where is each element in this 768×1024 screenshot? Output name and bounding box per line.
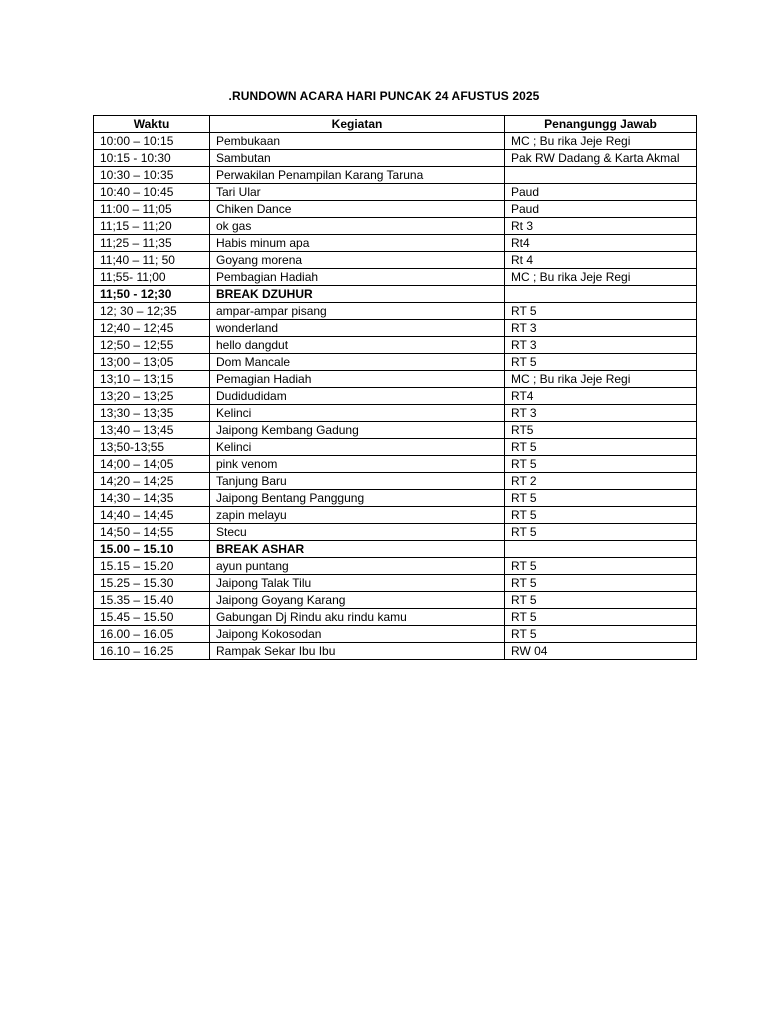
cell-time: 13;30 – 13;35	[94, 405, 210, 422]
table-row	[94, 592, 697, 609]
cell-time: 10:00 – 10:15	[94, 133, 210, 150]
header-row	[94, 116, 697, 133]
cell-activity: Jaipong Kokosodan	[210, 626, 505, 643]
table-row	[94, 218, 697, 235]
cell-time: 14;40 – 14;45	[94, 507, 210, 524]
cell-pic: RT 3	[505, 337, 697, 354]
table-row	[94, 167, 697, 184]
cell-time: 14;30 – 14;35	[94, 490, 210, 507]
cell-time: 13;10 – 13;15	[94, 371, 210, 388]
cell-pic: RW 04	[505, 643, 697, 660]
cell-activity: ayun puntang	[210, 558, 505, 575]
cell-pic: RT4	[505, 388, 697, 405]
table-row	[94, 575, 697, 592]
cell-activity: Habis minum apa	[210, 235, 505, 252]
cell-activity: Kelinci	[210, 405, 505, 422]
cell-pic: Paud	[505, 184, 697, 201]
cell-activity: Jaipong Talak Tilu	[210, 575, 505, 592]
cell-pic: RT 2	[505, 473, 697, 490]
cell-time: 13;40 – 13;45	[94, 422, 210, 439]
cell-time: 12; 30 – 12;35	[94, 303, 210, 320]
cell-activity: Kelinci	[210, 439, 505, 456]
cell-time: 16.10 – 16.25	[94, 643, 210, 660]
cell-activity: ok gas	[210, 218, 505, 235]
table-row	[94, 201, 697, 218]
table-row	[94, 303, 697, 320]
cell-pic: RT 5	[505, 303, 697, 320]
cell-pic	[505, 286, 697, 303]
header-pic: Penangungg Jawab	[505, 116, 697, 133]
cell-pic: Pak RW Dadang & Karta Akmal	[505, 150, 697, 167]
cell-activity: Tanjung Baru	[210, 473, 505, 490]
cell-activity: wonderland	[210, 320, 505, 337]
document-title: .RUNDOWN ACARA HARI PUNCAK 24 AFUSTUS 2025	[228, 89, 540, 103]
cell-activity: Dom Mancale	[210, 354, 505, 371]
table-row	[94, 184, 697, 201]
cell-time: 10:30 – 10:35	[94, 167, 210, 184]
cell-pic: RT 3	[505, 320, 697, 337]
cell-pic: RT 5	[505, 626, 697, 643]
cell-pic: Rt 3	[505, 218, 697, 235]
rundown-table	[93, 115, 697, 660]
cell-pic: RT 5	[505, 490, 697, 507]
cell-pic: RT 5	[505, 507, 697, 524]
cell-pic: RT 5	[505, 456, 697, 473]
cell-activity: BREAK DZUHUR	[210, 286, 505, 303]
cell-activity: Dudidudidam	[210, 388, 505, 405]
cell-activity: pink venom	[210, 456, 505, 473]
cell-time: 11;50 - 12;30	[94, 286, 210, 303]
cell-activity: Jaipong Bentang Panggung	[210, 490, 505, 507]
cell-activity: Sambutan	[210, 150, 505, 167]
cell-pic: Rt4	[505, 235, 697, 252]
cell-time: 15.45 – 15.50	[94, 609, 210, 626]
cell-pic	[505, 541, 697, 558]
cell-activity: hello dangdut	[210, 337, 505, 354]
table-row	[94, 235, 697, 252]
cell-time: 12;40 – 12;45	[94, 320, 210, 337]
table-row	[94, 456, 697, 473]
cell-time: 15.35 – 15.40	[94, 592, 210, 609]
cell-activity: Stecu	[210, 524, 505, 541]
header-activity: Kegiatan	[210, 116, 505, 133]
cell-activity: Perwakilan Penampilan Karang Taruna	[210, 167, 505, 184]
cell-pic: RT 3	[505, 405, 697, 422]
break-row	[94, 286, 697, 303]
cell-time: 14;20 – 14;25	[94, 473, 210, 490]
cell-pic: RT 5	[505, 524, 697, 541]
cell-pic: MC ; Bu rika Jeje Regi	[505, 371, 697, 388]
table-row	[94, 252, 697, 269]
cell-activity: Gabungan Dj Rindu aku rindu kamu	[210, 609, 505, 626]
cell-pic	[505, 167, 697, 184]
cell-pic: MC ; Bu rika Jeje Regi	[505, 133, 697, 150]
cell-time: 10:15 - 10:30	[94, 150, 210, 167]
cell-activity: Jaipong Kembang Gadung	[210, 422, 505, 439]
cell-time: 13;50-13;55	[94, 439, 210, 456]
table-row	[94, 133, 697, 150]
cell-pic: RT 5	[505, 592, 697, 609]
table-row	[94, 507, 697, 524]
cell-activity: Goyang morena	[210, 252, 505, 269]
table-row	[94, 609, 697, 626]
cell-pic: MC ; Bu rika Jeje Regi	[505, 269, 697, 286]
cell-activity: zapin melayu	[210, 507, 505, 524]
table-row	[94, 558, 697, 575]
table-row	[94, 490, 697, 507]
cell-time: 10:40 – 10:45	[94, 184, 210, 201]
table-row	[94, 354, 697, 371]
cell-time: 11;40 – 11; 50	[94, 252, 210, 269]
cell-activity: Tari Ular	[210, 184, 505, 201]
table-body	[94, 133, 697, 660]
table-row	[94, 439, 697, 456]
cell-time: 12;50 – 12;55	[94, 337, 210, 354]
cell-activity: ampar-ampar pisang	[210, 303, 505, 320]
table-row	[94, 643, 697, 660]
table-row	[94, 422, 697, 439]
cell-pic: RT 5	[505, 439, 697, 456]
cell-activity: Pembagian Hadiah	[210, 269, 505, 286]
table-row	[94, 269, 697, 286]
table-row	[94, 371, 697, 388]
cell-time: 15.15 – 15.20	[94, 558, 210, 575]
table-header	[94, 116, 697, 133]
cell-activity: Pemagian Hadiah	[210, 371, 505, 388]
cell-pic: Paud	[505, 201, 697, 218]
cell-activity: Pembukaan	[210, 133, 505, 150]
cell-time: 13;20 – 13;25	[94, 388, 210, 405]
cell-time: 15.25 – 15.30	[94, 575, 210, 592]
cell-time: 14;50 – 14;55	[94, 524, 210, 541]
cell-time: 13;00 – 13;05	[94, 354, 210, 371]
header-time: Waktu	[94, 116, 210, 133]
break-row	[94, 541, 697, 558]
cell-pic: RT 5	[505, 575, 697, 592]
cell-pic: RT 5	[505, 609, 697, 626]
table-row	[94, 524, 697, 541]
cell-pic: RT 5	[505, 354, 697, 371]
table-row	[94, 473, 697, 490]
cell-pic: RT 5	[505, 558, 697, 575]
table-row	[94, 337, 697, 354]
cell-activity: Jaipong Goyang Karang	[210, 592, 505, 609]
cell-time: 14;00 – 14;05	[94, 456, 210, 473]
table-row	[94, 405, 697, 422]
table-row	[94, 626, 697, 643]
table-row	[94, 150, 697, 167]
cell-pic: Rt 4	[505, 252, 697, 269]
cell-time: 11;55- 11;00	[94, 269, 210, 286]
cell-time: 16.00 – 16.05	[94, 626, 210, 643]
cell-time: 11:00 – 11;05	[94, 201, 210, 218]
table-row	[94, 320, 697, 337]
cell-activity: Rampak Sekar Ibu Ibu	[210, 643, 505, 660]
cell-activity: Chiken Dance	[210, 201, 505, 218]
cell-time: 15.00 – 15.10	[94, 541, 210, 558]
table-row	[94, 388, 697, 405]
cell-activity: BREAK ASHAR	[210, 541, 505, 558]
cell-time: 11;15 – 11;20	[94, 218, 210, 235]
cell-time: 11;25 – 11;35	[94, 235, 210, 252]
cell-pic: RT5	[505, 422, 697, 439]
